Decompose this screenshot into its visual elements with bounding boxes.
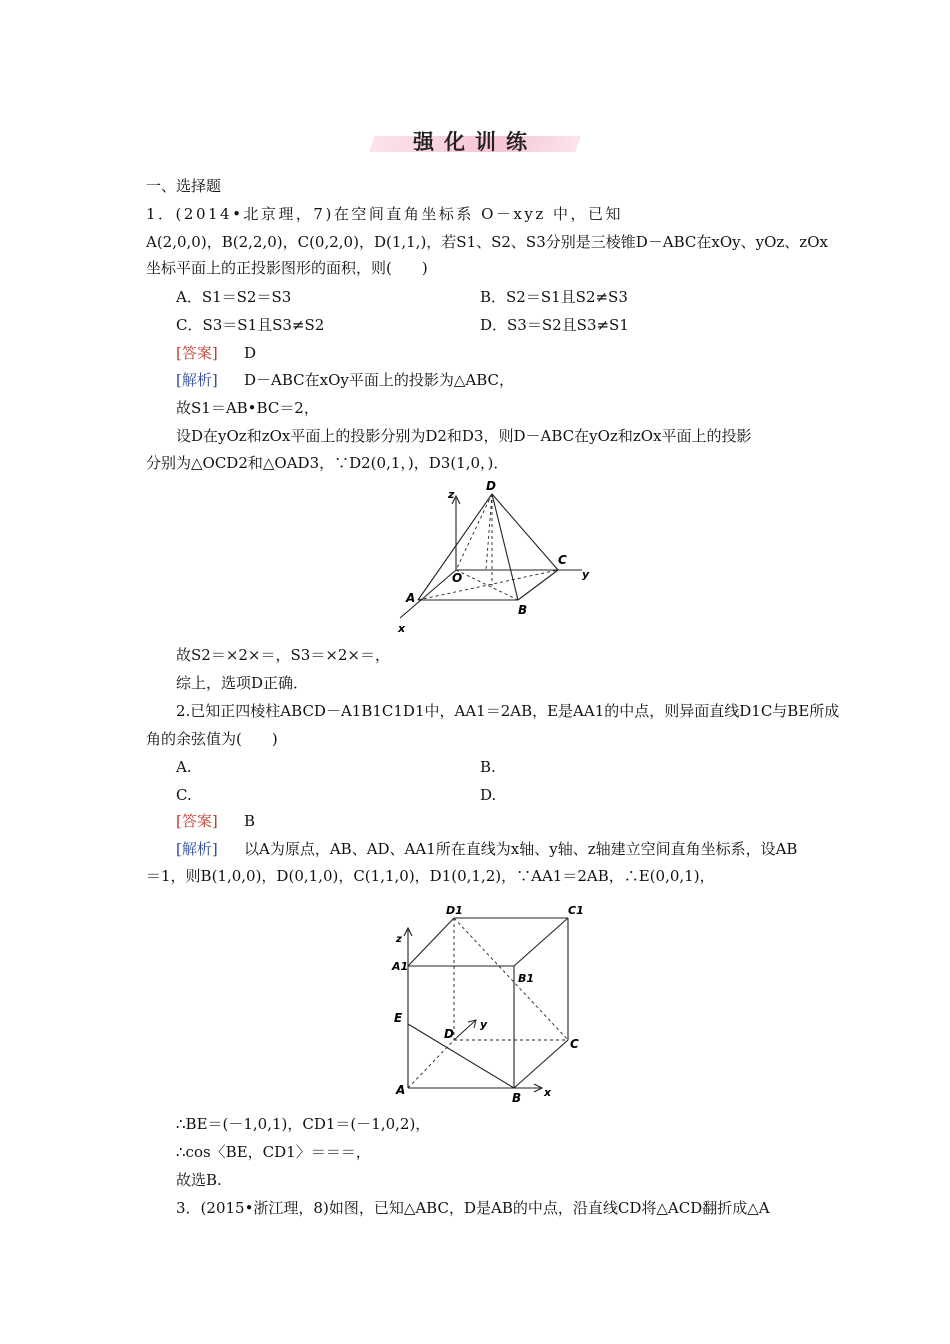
prism-figure xyxy=(390,900,590,1110)
q2-analysis-5: 故选B. xyxy=(176,1171,222,1189)
q2-analysis-2: ＝1，则B(1,0,0)，D(0,1,0)，C(1,1,0)，D1(0,1,2)，∵AA1＝2AB，∴E(0,0,1)， xyxy=(146,867,715,885)
q1-answer-tag: [答案] xyxy=(176,344,218,362)
q2-option-d: D. xyxy=(480,786,497,804)
q2-analysis-3: ∴BE＝(－1,0,1)，CD1＝(－1,0,2)， xyxy=(176,1115,431,1133)
fig1-label-y: y xyxy=(582,568,590,581)
q2-analysis-tag: [解析] xyxy=(176,840,218,858)
q2-answer: B xyxy=(244,812,256,830)
q2-answer-tag: [答案] xyxy=(176,812,218,830)
fig1-label-a: A xyxy=(406,591,416,605)
q1-analysis-tag: [解析] xyxy=(176,371,218,389)
fig2-label-d1: D1 xyxy=(446,904,463,917)
fig1-label-o: O xyxy=(452,571,463,585)
q2-option-c: C. xyxy=(176,786,192,804)
q1-stem-line3: 坐标平面上的正投影图形的面积，则( ) xyxy=(146,259,428,277)
q2-stem-line1: 2.已知正四棱柱ABCD－A1B1C1D1中，AA1＝2AB，E是AA1的中点，则异面直线D1C与BE所成 xyxy=(176,702,840,720)
fig1-label-d: D xyxy=(486,479,496,493)
q1-analysis-3: 设D在yOz和zOx平面上的投影分别为D2和D3，则D－ABC在yOz和zOx平面上的投影 xyxy=(176,427,752,445)
fig2-label-y: y xyxy=(480,1018,488,1031)
fig2-label-a: A xyxy=(396,1083,406,1097)
fig2-label-b1: B1 xyxy=(518,972,535,985)
q1-stem-line1: 1．(2014•北京理，7)在空间直角坐标系 O－xyz 中，已知 xyxy=(146,205,623,223)
fig2-label-c1: C1 xyxy=(568,904,584,917)
fig2-label-a1: A1 xyxy=(392,960,409,973)
fig2-label-x: x xyxy=(544,1086,552,1099)
q1-option-a: A．S1＝S2＝S3 xyxy=(176,288,292,306)
q1-analysis-1: D－ABC在xOy平面上的投影为△ABC， xyxy=(244,371,515,389)
q3-stem-line1: 3．(2015•浙江理，8)如图，已知△ABC，D是AB的中点，沿直线CD将△ACD翻折成△A xyxy=(176,1199,770,1217)
fig2-label-d: D xyxy=(444,1027,454,1041)
q1-analysis-6: 综上，选项D正确． xyxy=(176,674,309,692)
q1-option-b: B．S2＝S1且S2≠S3 xyxy=(480,288,628,306)
q1-option-c: C．S3＝S1且S3≠S2 xyxy=(176,316,325,334)
q1-analysis-4: 分别为△OCD2和△OAD3，∵D2(0,1，)，D3(1,0，)． xyxy=(146,454,509,472)
fig1-label-x: x xyxy=(398,622,406,635)
q2-option-b: B. xyxy=(480,758,496,776)
title-banner xyxy=(372,122,578,164)
q1-option-d: D．S3＝S2且S3≠S1 xyxy=(480,316,629,334)
page-title: 强化训练 xyxy=(413,129,537,154)
fig1-label-z: z xyxy=(448,488,455,501)
fig2-label-e: E xyxy=(394,1011,403,1025)
fig1-label-c: C xyxy=(558,553,567,567)
q2-stem-line2: 角的余弦值为( ) xyxy=(146,730,278,748)
q1-analysis-5: 故S2＝×2×＝，S3＝×2×＝， xyxy=(176,646,390,664)
fig1-label-b: B xyxy=(518,603,528,617)
q1-answer: D xyxy=(244,344,257,362)
q2-option-a: A. xyxy=(176,758,192,776)
q1-analysis-2: 故S1＝AB•BC＝2， xyxy=(176,399,319,417)
q2-analysis-1: 以A为原点，AB、AD、AA1所在直线为x轴、y轴、z轴建立空间直角坐标系，设AB xyxy=(244,840,798,858)
pyramid-figure xyxy=(390,478,600,638)
fig2-label-b: B xyxy=(512,1091,522,1105)
q1-stem-line2: A(2,0,0)，B(2,2,0)，C(0,2,0)，D(1,1,)，若S1、S2、S3分别是三棱锥D－ABC在xOy、yOz、zOx xyxy=(146,233,828,251)
fig2-label-c: C xyxy=(570,1037,579,1051)
fig2-label-z: z xyxy=(396,934,402,945)
section-heading: 一、选择题 xyxy=(146,177,222,195)
q2-analysis-4: ∴cos〈BE，CD1〉＝＝＝， xyxy=(176,1143,371,1161)
